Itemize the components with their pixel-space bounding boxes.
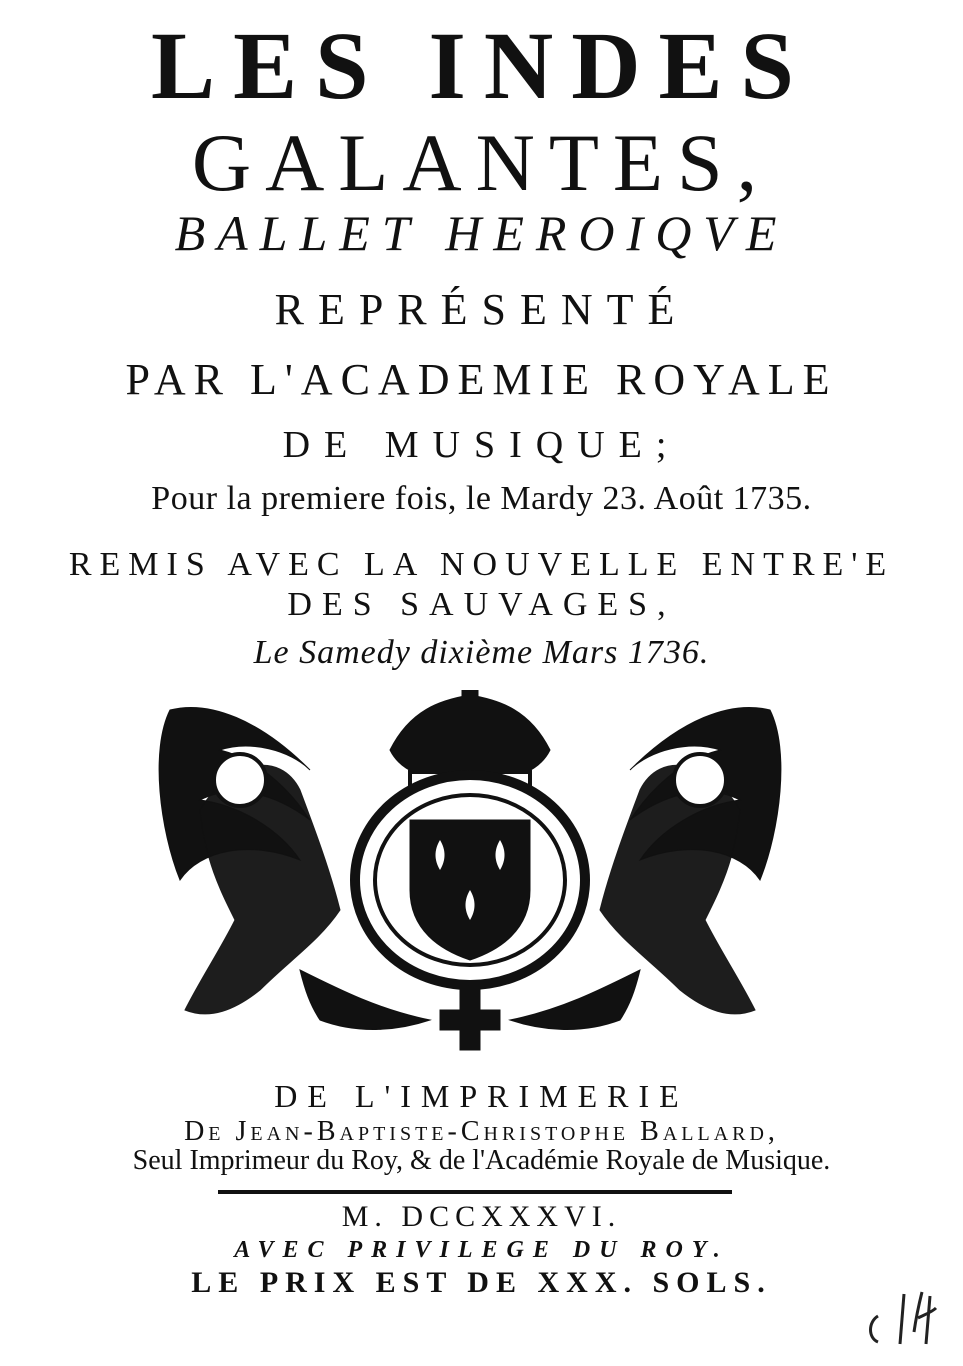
sauvages-line: DES SAUVAGES, <box>287 586 676 623</box>
title-line-1: LES INDES <box>151 12 812 119</box>
title-line-2: GALANTES, <box>191 117 772 208</box>
right-angel-icon <box>600 765 755 1014</box>
represente-line: REPRÉSENTÉ <box>274 285 689 334</box>
academie-line: PAR L'ACADEMIE ROYALE <box>125 355 838 404</box>
imprimerie-line: DE L'IMPRIMERIE <box>274 1078 689 1114</box>
remis-line: REMIS AVEC LA NOUVELLE ENTRE'E <box>68 546 895 583</box>
cross-pendant-icon <box>440 990 500 1050</box>
publication-year: M. DCCXXXVI. <box>341 1200 622 1233</box>
premiere-date-line: Pour la premiere fois, le Mardy 23. Août 1735. <box>151 480 812 517</box>
privilege-line: AVEC PRIVILEGE DU ROY. <box>234 1237 729 1263</box>
left-angel-icon <box>185 765 340 1014</box>
royal-coat-of-arms-icon <box>140 690 800 1070</box>
revival-date-line: Le Samedy dixième Mars 1736. <box>253 634 710 671</box>
musique-line: DE MUSIQUE; <box>282 424 681 466</box>
price-line: LE PRIX EST DE XXX. SOLS. <box>191 1266 772 1299</box>
handwritten-shelfmark-icon <box>856 1288 946 1348</box>
horizontal-rule <box>218 1190 732 1194</box>
printer-name-line: De Jean-Baptiste-Christophe Ballard, <box>184 1116 779 1147</box>
subtitle: BALLET HEROIQVE <box>174 205 789 261</box>
printer-role-line: Seul Imprimeur du Roy, & de l'Académie Royale de Musique. <box>132 1145 831 1176</box>
